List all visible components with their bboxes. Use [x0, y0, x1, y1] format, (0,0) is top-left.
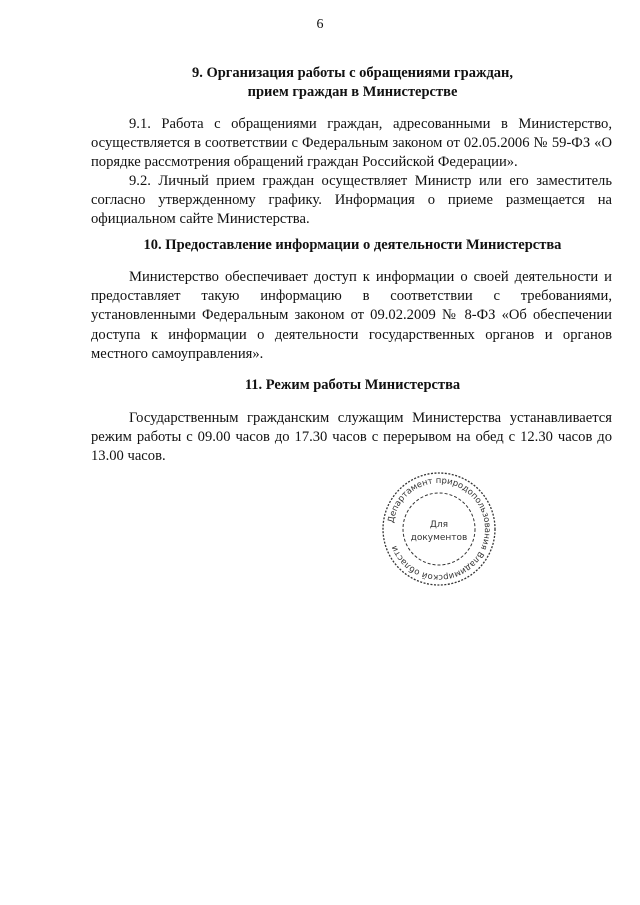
section-9-title-line2: прием граждан в Министерстве — [247, 84, 458, 100]
section-9-title — [95, 64, 610, 102]
section-11-title: 11. Режим работы Министерства — [244, 377, 461, 393]
paragraph-9-2 — [91, 172, 612, 230]
section-9-title-line1: 9. Организация работы с обращениями граждан, — [191, 65, 514, 81]
seal-stamp — [380, 470, 498, 588]
paragraph-10 — [91, 268, 612, 364]
seal-stamp-graphic — [380, 470, 498, 588]
paragraph-9-1-text: 9.1. Работа с обращениями граждан, адресованными в Министерство, осуществляется в соответствии с Федеральным законом от 02.05.2006 № 59-ФЗ «О порядке рассмотрения обращений граждан Российской Федерации». — [91, 116, 612, 171]
paragraph-10-text: Министерство обеспечивает доступ к информации о своей деятельности и предоставляет такую информацию в соответствии с требованиями, установленными Федеральным законом от 09.02.2009 № 8-ФЗ «Об обеспечении доступа к информации о деятельности государственных органов и органов местного самоуправления». — [91, 269, 612, 362]
seal-ring-textpath: Департамент природопользования Владимирской области — [386, 475, 493, 583]
page-number: 6 — [316, 17, 324, 32]
section-10-title: 10. Предоставление информации о деятельности Министерства — [143, 237, 562, 253]
seal-center-line2: документов — [410, 533, 468, 543]
seal-center-line1: Для — [429, 520, 449, 530]
paragraph-11 — [91, 409, 612, 467]
paragraph-9-1 — [91, 115, 612, 173]
paragraph-11-text: Государственным гражданским служащим Министерства устанавливается режим работы с 09.00 часов до 17.30 часов с перерывом на обед с 12.30 часов до 13.00 часов. — [91, 410, 612, 465]
paragraph-9-2-text: 9.2. Личный прием граждан осуществляет Министр или его заместитель согласно утвержденному графику. Информация о приеме размещается на официальном сайте Министерства. — [91, 173, 612, 228]
